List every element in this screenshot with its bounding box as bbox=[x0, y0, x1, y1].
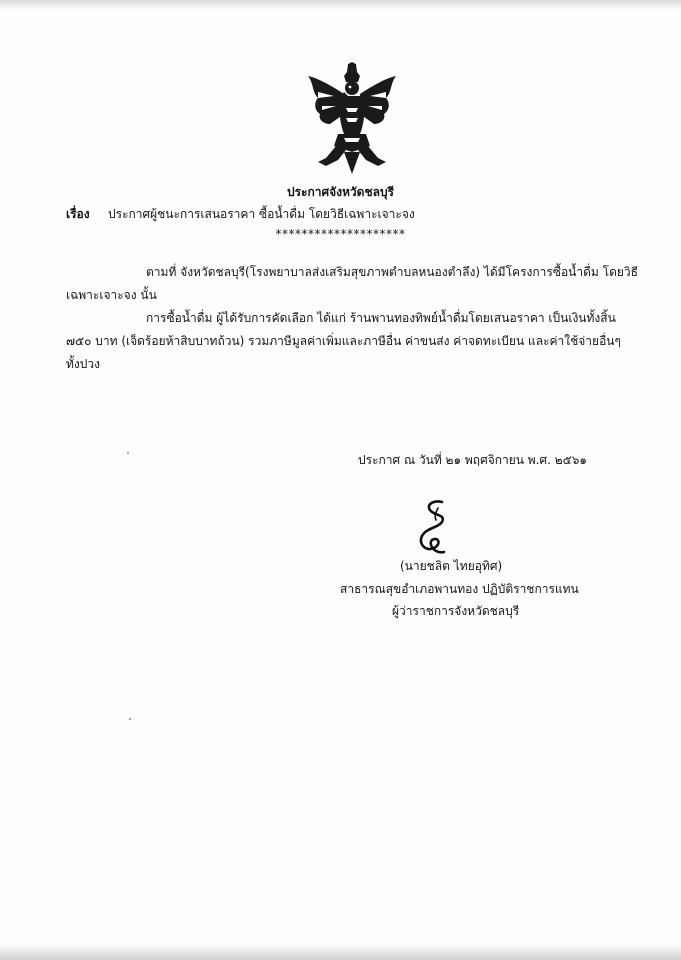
paragraph-2-line-3: ทั้งปวง bbox=[66, 357, 100, 371]
signatory-authority: ผู้ว่าราชการจังหวัดชลบุรี bbox=[392, 604, 520, 618]
paragraph-1-line-1: ตามที่ จังหวัดชลบุรี(โรงพยาบาลส่งเสริมสุขภาพตำบลหนองตำลึง) ได้มีโครงการซื้อน้ำดื่ม โดยวิธี bbox=[146, 265, 638, 279]
scan-edge-top bbox=[0, 0, 681, 10]
scan-speck bbox=[129, 718, 131, 720]
separator-line: ******************** bbox=[275, 227, 406, 241]
garuda-emblem-icon bbox=[304, 62, 400, 174]
announcement-date: ประกาศ ณ วันที่ ๒๑ พฤศจิกายน พ.ศ. ๒๕๖๑ bbox=[358, 453, 587, 467]
paragraph-2-line-2: ๗๕๐ บาท (เจ็ดร้อยห้าสิบบาทถ้วน) รวมภาษีมูลค่าเพิ่มและภาษีอื่น ค่าขนส่ง ค่าจดทะเบียน และค่าใช้จ่ายอื่นๆ bbox=[66, 334, 621, 348]
signatory-name: (นายชลิต ไทยอุทิศ) bbox=[400, 559, 503, 573]
scan-speck bbox=[127, 452, 129, 454]
signatory-position: สาธารณสุขอำเภอพานทอง ปฏิบัติราชการแทน bbox=[340, 582, 579, 596]
document-title: ประกาศจังหวัดชลบุรี bbox=[286, 185, 395, 199]
subject-label: เรื่อง bbox=[66, 207, 90, 221]
scan-edge-bottom bbox=[0, 944, 681, 960]
paragraph-1-line-2: เฉพาะเจาะจง นั้น bbox=[66, 288, 157, 302]
subject-text: ประกาศผู้ชนะการเสนอราคา ซื้อน้ำดื่ม โดยวิธีเฉพาะเจาะจง bbox=[108, 207, 415, 221]
paragraph-2-line-1: การซื้อน้ำดื่ม ผู้ได้รับการคัดเลือก ได้แก่ ร้านพานทองทิพย์น้ำดื่มโดยเสนอราคา เป็นเงินทั้งสิ้น bbox=[146, 311, 616, 325]
handwritten-signature bbox=[412, 498, 462, 560]
